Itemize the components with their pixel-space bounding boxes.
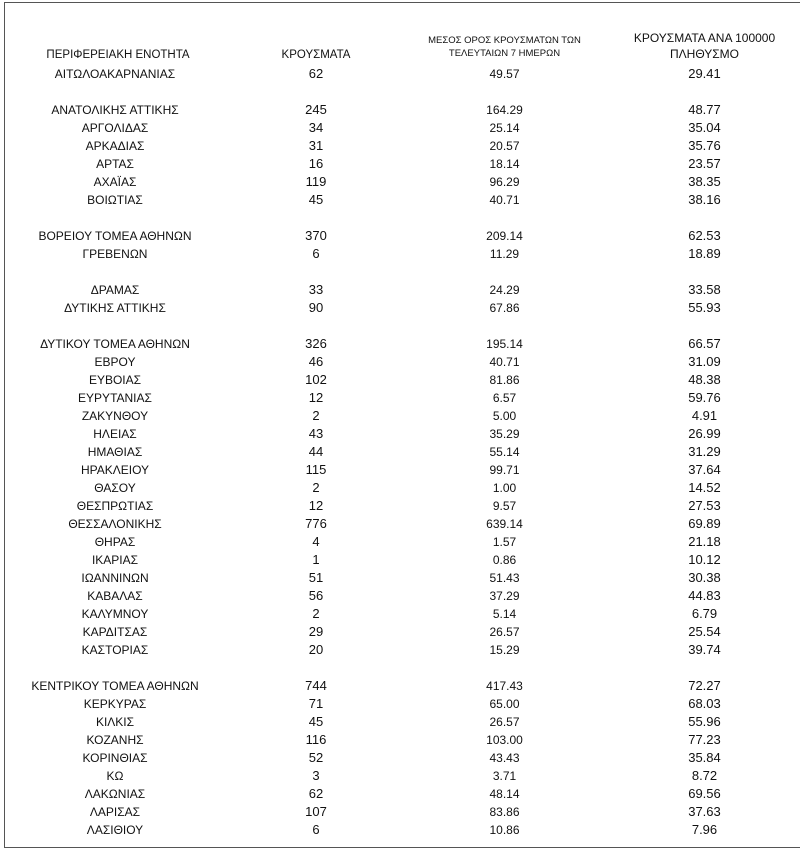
cell-seven-day-average: 209.14 — [486, 229, 523, 243]
cell-seven-day-average: 10.86 — [489, 823, 520, 837]
cell-cases: 51 — [308, 570, 324, 585]
cell-seven-day-average: 48.14 — [489, 787, 520, 801]
table-header — [0, 28, 800, 66]
cell-seven-day-average: 26.57 — [489, 715, 520, 729]
cell-seven-day-average: 20.57 — [489, 139, 520, 153]
cell-cases-per-100k: 31.29 — [688, 444, 721, 459]
cell-cases-per-100k: 27.53 — [688, 498, 721, 513]
table-row — [0, 479, 800, 497]
cell-seven-day-average: 37.29 — [489, 589, 520, 603]
cell-region: ΑΙΤΩΛΟΑΚΑΡΝΑΝΙΑΣ — [54, 67, 176, 81]
table-row — [0, 803, 800, 821]
table-row — [0, 119, 800, 137]
table-row — [0, 443, 800, 461]
cell-seven-day-average: 15.29 — [489, 643, 520, 657]
cell-cases-per-100k: 8.72 — [691, 768, 718, 783]
header-cases: ΚΡΟΥΣΜΑΤΑ — [281, 49, 351, 61]
table-row — [0, 353, 800, 371]
table-row — [0, 281, 800, 299]
cell-seven-day-average: 5.14 — [492, 607, 517, 621]
cell-cases: 34 — [308, 120, 324, 135]
cell-region: ΚΑΛΥΜΝΟΥ — [81, 607, 149, 621]
cell-seven-day-average: 25.14 — [489, 121, 520, 135]
table-row — [0, 569, 800, 587]
table-row — [0, 137, 800, 155]
cell-cases: 115 — [305, 462, 327, 477]
cell-cases-per-100k: 66.57 — [688, 336, 721, 351]
cell-cases-per-100k: 21.18 — [688, 534, 721, 549]
cell-seven-day-average: 35.29 — [489, 427, 520, 441]
cell-cases-per-100k: 25.54 — [688, 624, 721, 639]
cell-region: ΕΥΡΥΤΑΝΙΑΣ — [78, 391, 152, 405]
cell-seven-day-average: 1.00 — [492, 481, 517, 495]
cell-region: ΔΡΑΜΑΣ — [90, 283, 140, 297]
cell-seven-day-average: 417.43 — [486, 679, 523, 693]
cell-cases: 776 — [305, 516, 327, 531]
table-row — [0, 785, 800, 803]
cell-seven-day-average: 55.14 — [489, 445, 520, 459]
cell-region: ΚΩ — [106, 769, 124, 783]
cell-region: ΕΥΒΟΙΑΣ — [88, 373, 142, 387]
cell-cases: 2 — [312, 606, 320, 621]
cell-cases-per-100k: 37.63 — [688, 804, 721, 819]
table-row — [0, 155, 800, 173]
cell-cases-per-100k: 69.89 — [688, 516, 721, 531]
cell-cases-per-100k: 48.38 — [688, 372, 721, 387]
cell-seven-day-average: 83.86 — [489, 805, 520, 819]
header-seven-day-average-line1: ΜΕΣΟΣ ΟΡΟΣ ΚΡΟΥΣΜΑΤΩΝ ΤΩΝ — [428, 35, 581, 46]
cell-cases: 16 — [308, 156, 324, 171]
cell-seven-day-average: 40.71 — [489, 193, 520, 207]
cell-cases-per-100k: 77.23 — [688, 732, 721, 747]
cell-region: ΒΟΙΩΤΙΑΣ — [87, 193, 143, 207]
cell-seven-day-average: 0.86 — [492, 553, 517, 567]
cell-region: ΖΑΚΥΝΘΟΥ — [81, 409, 149, 423]
cell-cases-per-100k: 30.38 — [688, 570, 721, 585]
cell-cases: 107 — [305, 804, 327, 819]
cell-region: ΗΜΑΘΙΑΣ — [87, 445, 143, 459]
cell-cases-per-100k: 38.16 — [688, 192, 721, 207]
header-seven-day-average — [412, 34, 597, 60]
cell-region: ΚΟΡΙΝΘΙΑΣ — [82, 751, 148, 765]
cell-cases: 1 — [312, 552, 320, 567]
cell-seven-day-average: 81.86 — [489, 373, 520, 387]
table-row — [0, 731, 800, 749]
table-row — [0, 245, 800, 263]
cell-cases-per-100k: 26.99 — [688, 426, 721, 441]
cell-cases-per-100k: 33.58 — [688, 282, 721, 297]
cell-region: ΑΝΑΤΟΛΙΚΗΣ ΑΤΤΙΚΗΣ — [51, 103, 179, 117]
cell-cases-per-100k: 35.04 — [688, 120, 721, 135]
table-row — [0, 713, 800, 731]
cell-cases-per-100k: 10.12 — [688, 552, 721, 567]
cell-cases: 245 — [305, 102, 327, 117]
table-row — [0, 767, 800, 785]
cell-cases-per-100k: 39.74 — [688, 642, 721, 657]
cell-cases-per-100k: 18.89 — [688, 246, 721, 261]
cell-cases-per-100k: 44.83 — [688, 588, 721, 603]
table-row — [0, 695, 800, 713]
cell-cases-per-100k: 4.91 — [691, 408, 718, 423]
table-row — [0, 425, 800, 443]
cell-cases: 326 — [305, 336, 327, 351]
cell-region: ΓΡΕΒΕΝΩΝ — [82, 247, 148, 261]
table-row — [0, 461, 800, 479]
cell-region: ΚΑΡΔΙΤΣΑΣ — [82, 625, 148, 639]
cell-seven-day-average: 96.29 — [489, 175, 520, 189]
cell-cases: 62 — [308, 66, 324, 81]
cell-seven-day-average: 67.86 — [489, 301, 520, 315]
table-bottom-border — [4, 847, 800, 848]
cell-cases-per-100k: 6.79 — [691, 606, 718, 621]
cell-cases: 6 — [312, 822, 320, 837]
cell-seven-day-average: 3.71 — [492, 769, 517, 783]
cell-cases-per-100k: 31.09 — [688, 354, 721, 369]
header-seven-day-average-line2: ΤΕΛΕΥΤΑΙΩΝ 7 ΗΜΕΡΩΝ — [448, 48, 561, 59]
cell-cases-per-100k: 68.03 — [688, 696, 721, 711]
cell-seven-day-average: 195.14 — [486, 337, 523, 351]
cell-cases-per-100k: 7.96 — [691, 822, 718, 837]
cell-cases: 71 — [308, 696, 324, 711]
cell-cases: 116 — [305, 732, 327, 747]
cell-seven-day-average: 6.57 — [492, 391, 517, 405]
cell-cases: 44 — [308, 444, 324, 459]
table-row — [0, 551, 800, 569]
cell-region: ΒΟΡΕΙΟΥ ΤΟΜΕΑ ΑΘΗΝΩΝ — [38, 229, 192, 243]
table-row — [0, 533, 800, 551]
cell-cases-per-100k: 48.77 — [688, 102, 721, 117]
cell-seven-day-average: 103.00 — [486, 733, 523, 747]
cell-cases: 4 — [312, 534, 320, 549]
cell-seven-day-average: 51.43 — [489, 571, 520, 585]
table-row — [0, 335, 800, 353]
table-row — [0, 641, 800, 659]
cell-seven-day-average: 18.14 — [489, 157, 520, 171]
cell-cases-per-100k: 14.52 — [688, 480, 721, 495]
cell-seven-day-average: 99.71 — [489, 463, 520, 477]
cell-region: ΚΟΖΑΝΗΣ — [86, 733, 144, 747]
cell-cases: 45 — [308, 714, 324, 729]
cell-region: ΔΥΤΙΚΗΣ ΑΤΤΙΚΗΣ — [64, 301, 166, 315]
cell-region: ΚΕΡΚΥΡΑΣ — [83, 697, 147, 711]
table-row — [0, 605, 800, 623]
cell-region: ΔΥΤΙΚΟΥ ΤΟΜΕΑ ΑΘΗΝΩΝ — [40, 337, 190, 351]
cell-seven-day-average: 65.00 — [489, 697, 520, 711]
cell-seven-day-average: 9.57 — [492, 499, 517, 513]
table-row — [0, 65, 800, 83]
table-row — [0, 299, 800, 317]
table-row — [0, 749, 800, 767]
table-row — [0, 227, 800, 245]
cell-cases: 56 — [308, 588, 324, 603]
cell-cases: 46 — [308, 354, 324, 369]
cell-seven-day-average: 1.57 — [492, 535, 517, 549]
cell-seven-day-average: 40.71 — [489, 355, 520, 369]
cell-region: ΛΑΣΙΘΙΟΥ — [86, 823, 144, 837]
cell-cases-per-100k: 37.64 — [688, 462, 721, 477]
cell-region: ΚΙΛΚΙΣ — [95, 715, 135, 729]
cell-region: ΘΑΣΟΥ — [94, 481, 136, 495]
cell-cases: 33 — [308, 282, 324, 297]
cell-cases: 12 — [308, 498, 324, 513]
cell-seven-day-average: 11.29 — [489, 247, 520, 261]
cell-cases: 90 — [308, 300, 324, 315]
cell-cases-per-100k: 23.57 — [688, 156, 721, 171]
table-row — [0, 371, 800, 389]
cell-region: ΑΡΓΟΛΙΔΑΣ — [81, 121, 149, 135]
cell-cases: 52 — [308, 750, 324, 765]
cell-cases: 2 — [312, 480, 320, 495]
cell-cases-per-100k: 62.53 — [688, 228, 721, 243]
cell-cases: 102 — [305, 372, 327, 387]
cell-cases-per-100k: 55.96 — [688, 714, 721, 729]
table-row — [0, 587, 800, 605]
cell-cases-per-100k: 29.41 — [688, 66, 721, 81]
table-row — [0, 623, 800, 641]
cell-cases: 119 — [305, 174, 327, 189]
cell-cases-per-100k: 35.84 — [688, 750, 721, 765]
table-body — [0, 65, 800, 839]
header-region: ΠΕΡΙΦΕΡΕΙΑΚΗ ΕΝΟΤΗΤΑ — [46, 49, 190, 61]
cell-region: ΚΕΝΤΡΙΚΟΥ ΤΟΜΕΑ ΑΘΗΝΩΝ — [31, 679, 199, 693]
table-row — [0, 101, 800, 119]
cell-cases: 2 — [312, 408, 320, 423]
cell-region: ΗΛΕΙΑΣ — [93, 427, 137, 441]
cell-cases: 744 — [305, 678, 327, 693]
table-row — [0, 191, 800, 209]
header-cases-per-100k-line2: ΠΛΗΘΥΣΜΟ — [669, 47, 740, 61]
cell-region: ΑΡΚΑΔΙΑΣ — [85, 139, 145, 153]
cell-cases-per-100k: 38.35 — [688, 174, 721, 189]
cell-region: ΛΑΚΩΝΙΑΣ — [84, 787, 146, 801]
cell-cases: 370 — [305, 228, 327, 243]
cell-region: ΑΡΤΑΣ — [96, 157, 134, 171]
cell-region: ΚΑΒΑΛΑΣ — [87, 589, 143, 603]
cell-cases-per-100k: 69.56 — [688, 786, 721, 801]
cell-cases: 3 — [312, 768, 320, 783]
cell-cases: 62 — [308, 786, 324, 801]
cell-cases: 6 — [312, 246, 320, 261]
cell-region: ΘΕΣΠΡΩΤΙΑΣ — [76, 499, 154, 513]
cell-cases: 43 — [308, 426, 324, 441]
cell-seven-day-average: 43.43 — [489, 751, 520, 765]
table-top-border — [4, 2, 800, 3]
table-row — [0, 407, 800, 425]
cell-cases: 31 — [308, 138, 324, 153]
cell-cases: 45 — [308, 192, 324, 207]
cell-seven-day-average: 5.00 — [492, 409, 517, 423]
cell-region: ΙΚΑΡΙΑΣ — [91, 553, 139, 567]
cell-region: ΗΡΑΚΛΕΙΟΥ — [80, 463, 150, 477]
cell-seven-day-average: 49.57 — [489, 67, 520, 81]
cell-cases-per-100k: 55.93 — [688, 300, 721, 315]
cell-region: ΙΩΑΝΝΙΝΩΝ — [81, 571, 149, 585]
cell-seven-day-average: 639.14 — [486, 517, 523, 531]
cell-region: ΘΗΡΑΣ — [94, 535, 136, 549]
table-row — [0, 515, 800, 533]
cell-region: ΚΑΣΤΟΡΙΑΣ — [81, 643, 149, 657]
header-cases-per-100k — [612, 30, 797, 62]
cell-cases-per-100k: 59.76 — [688, 390, 721, 405]
table-row — [0, 677, 800, 695]
cell-region: ΛΑΡΙΣΑΣ — [89, 805, 141, 819]
cell-seven-day-average: 24.29 — [489, 283, 520, 297]
cell-cases-per-100k: 35.76 — [688, 138, 721, 153]
table-row — [0, 821, 800, 839]
cell-region: ΕΒΡΟΥ — [94, 355, 136, 369]
table-row — [0, 173, 800, 191]
cell-seven-day-average: 26.57 — [489, 625, 520, 639]
cell-region: ΑΧΑΪΑΣ — [93, 175, 137, 189]
table-row — [0, 389, 800, 407]
cell-region: ΘΕΣΣΑΛΟΝΙΚΗΣ — [68, 517, 162, 531]
cell-cases: 29 — [308, 624, 324, 639]
cell-seven-day-average: 164.29 — [486, 103, 523, 117]
cell-cases: 20 — [308, 642, 324, 657]
table-row — [0, 497, 800, 515]
header-cases-per-100k-line1: ΚΡΟΥΣΜΑΤΑ ΑΝΑ 100000 — [633, 31, 776, 45]
cell-cases: 12 — [308, 390, 324, 405]
cell-cases-per-100k: 72.27 — [688, 678, 721, 693]
